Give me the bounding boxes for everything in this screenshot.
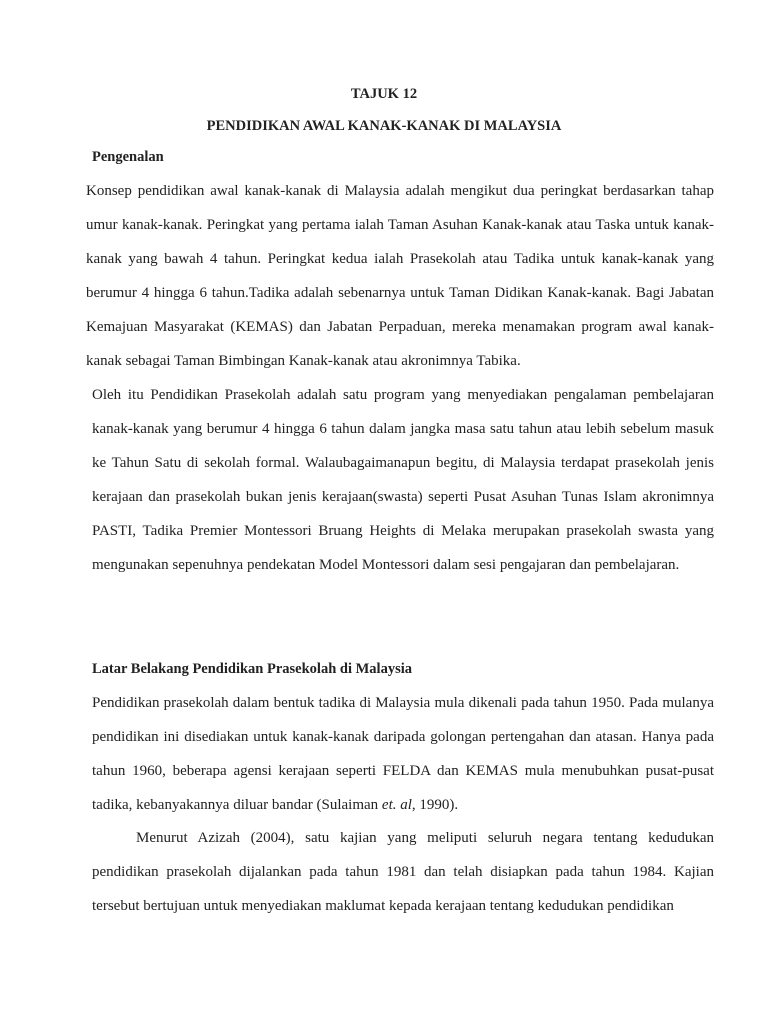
paragraph-text: Pendidikan prasekolah dalam bentuk tadika di Malaysia mula dikenali pada tahun 1950. Pada mulanya pendidikan ini disediakan untuk kanak-kanak daripada golongan pertengahan dan atasan. Hanya pada tahun 1960, beberapa agensi kerajaan seperti FELDA dan KEMAS mula menubuhkan pusat-pusat tadika, kebanyakannya diluar bandar (Sulaiman	[92, 695, 714, 813]
paragraph-text-end: , 1990).	[411, 797, 459, 813]
section-heading-latar-belakang: Latar Belakang Pendidikan Prasekolah di Malaysia	[92, 661, 412, 677]
paragraph-intro: Konsep pendidikan awal kanak-kanak di Malaysia adalah mengikut dua peringkat berdasarkan tahap umur kanak-kanak. Peringkat yang pertama ialah Taman Asuhan Kanak-kanak atau Taska untuk kanak-kanak yang bawah 4 tahun. Peringkat kedua ialah Prasekolah atau Tadika untuk kanak-kanak yang berumur 4 hingga 6 tahun.Tadika adalah sebenarnya untuk Taman Didikan Kanak-kanak. Bagi Jabatan Kemajuan Masyarakat (KEMAS) dan Jabatan Perpaduan, mereka menamakan program awal kanak-kanak sebagai Taman Bimbingan Kanak-kanak atau akronimnya Tabika.	[86, 183, 714, 369]
paragraph-kajian: Menurut Azizah (2004), satu kajian yang meliputi seluruh negara tentang kedudukan pendidikan prasekolah dijalankan pada tahun 1981 dan telah disiapkan pada tahun 1984. Kajian tersebut bertujuan untuk menyediakan maklumat kepada kerajaan tentang kedudukan pendidikan	[92, 830, 714, 914]
paragraph-prasekolah: Oleh itu Pendidikan Prasekolah adalah satu program yang menyediakan pengalaman pembelajaran kanak-kanak yang berumur 4 hingga 6 tahun dalam jangka masa satu tahun atau lebih sebelum masuk ke Tahun Satu di sekolah formal. Walaubagaimanapun begitu, di Malaysia terdapat prasekolah jenis kerajaan dan prasekolah bukan jenis kerajaan(swasta) seperti Pusat Asuhan Tunas Islam akronimnya PASTI, Tadika Premier Montessori Bruang Heights di Melaka merupakan prasekolah swasta yang mengunakan sepenuhnya pendekatan Model Montessori dalam sesi pengajaran dan pembelajaran.	[92, 387, 714, 573]
chapter-label: TAJUK 12	[350, 86, 418, 102]
page-title: PENDIDIKAN AWAL KANAK-KANAK DI MALAYSIA	[206, 118, 562, 134]
citation-et-al: et. al	[381, 797, 412, 813]
section-heading-pengenalan: Pengenalan	[92, 149, 164, 165]
paragraph-latar-belakang	[92, 686, 714, 822]
